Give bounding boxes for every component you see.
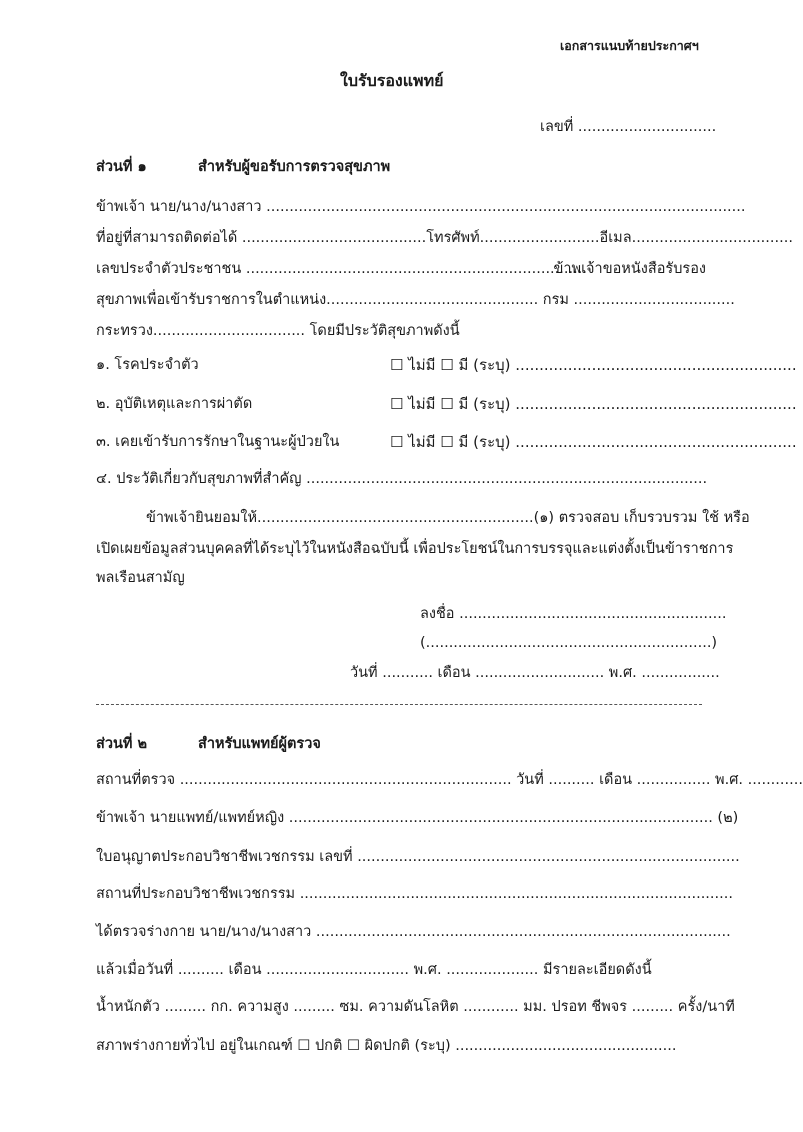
section-divider [96, 704, 702, 705]
certificate-number: เลขที่ .............................. [540, 119, 717, 135]
history-item-3-label: ๓. เคยเข้ารับการรักษาในฐานะผู้ป่วยใน [96, 434, 340, 450]
page-title: ใบรับรองแพทย์ [340, 71, 444, 90]
applicant-sign-date: วันที่ ........... เดือน ............................ พ.ศ. ................. [350, 665, 720, 681]
history-item-1-choice: ☐ ไม่มี ☐ มี (ระบุ) ........................................................... [390, 356, 797, 374]
applicant-signature: ลงชื่อ .......................................................... [420, 606, 727, 622]
part2-heading-text: สำหรับแพทย์ผู้ตรวจ [198, 736, 321, 752]
position-field: สุขภาพเพื่อเข้ารับราชการในตำแหน่ง.............................................. กรม ................................... [96, 292, 735, 308]
history-item-3-choice: ☐ ไม่มี ☐ มี (ระบุ) ........................................................... [390, 433, 797, 451]
exam-date-field: แล้วเมื่อวันที่ .......... เดือน ............................... พ.ศ. .................... มีรายละเอียดดังนี้ [96, 962, 652, 978]
consent-line-2: เปิดเผยข้อมูลส่วนบุคคลที่ได้ระบุไว้ในหนังสือฉบับนี้ เพื่อประโยชน์ในการบรรจุและแต่งตั้งเป็นข้าราชการ [96, 541, 734, 557]
history-item-1-label: ๑. โรคประจำตัว [96, 357, 199, 373]
vital-signs-field: น้ำหนักตัว ......... กก. ความสูง ......... ซม. ความดันโลหิต ............ มม. ปรอท ชีพจร ......... ครั้ง/นาที [96, 999, 735, 1015]
part2-heading-number: ส่วนที่ ๒ [96, 736, 148, 752]
history-item-2-choice: ☐ ไม่มี ☐ มี (ระบุ) ........................................................... [390, 395, 797, 413]
part1-heading-number: ส่วนที่ ๑ [96, 159, 147, 175]
contact-field: ที่อยู่ที่สามารถติดต่อได้ ........................................โทรศัพท์..........................อีเมล................................... [96, 230, 793, 246]
doctor-name-field: ข้าพเจ้า นายแพทย์/แพทย์หญิง ............................................................................................ (๒) [96, 810, 739, 826]
history-item-2-label: ๒. อุบัติเหตุและการผ่าตัด [96, 396, 253, 412]
history-item-4-field: ๔. ประวัติเกี่ยวกับสุขภาพที่สำคัญ ....................................................................................... [96, 471, 708, 487]
consent-line-3: พลเรือนสามัญ [96, 570, 185, 586]
request-text: ข้าพเจ้าขอหนังสือรับรอง [553, 261, 706, 277]
practice-place-field: สถานที่ประกอบวิชาชีพเวชกรรม .............................................................................................. [96, 886, 733, 902]
consent-line-1: ข้าพเจ้ายินยอมให้............................................................(๑) ตรวจสอบ เก็บรวบรวม ใช้ หรือ [146, 510, 750, 526]
applicant-name-field: ข้าพเจ้า นาย/นาง/นางสาว ........................................................................................................ [96, 199, 746, 215]
examined-person-field: ได้ตรวจร่างกาย นาย/นาง/นางสาว .......................................................................................... [96, 924, 731, 940]
exam-place-field: สถานที่ตรวจ ........................................................................ วันที่ .......... เดือน ................ พ.ศ. ............ [96, 772, 803, 788]
part1-heading-text: สำหรับผู้ขอรับการตรวจสุขภาพ [198, 159, 391, 175]
applicant-signature-name: (..............................................................) [420, 635, 718, 651]
attachment-note: เอกสารแนบท้ายประกาศฯ [560, 38, 699, 53]
license-number-field: ใบอนุญาตประกอบวิชาชีพเวชกรรม เลขที่ ................................................................................... [96, 849, 740, 865]
general-condition-field: สภาพร่างกายทั่วไป อยู่ในเกณฑ์ ☐ ปกติ ☐ ผิดปกติ (ระบุ) ................................................ [96, 1038, 677, 1054]
ministry-field: กระทรวง................................. โดยมีประวัติสุขภาพดังนี้ [96, 323, 460, 339]
citizen-id-field: เลขประจำตัวประชาชน .......................................................................... [96, 261, 587, 277]
